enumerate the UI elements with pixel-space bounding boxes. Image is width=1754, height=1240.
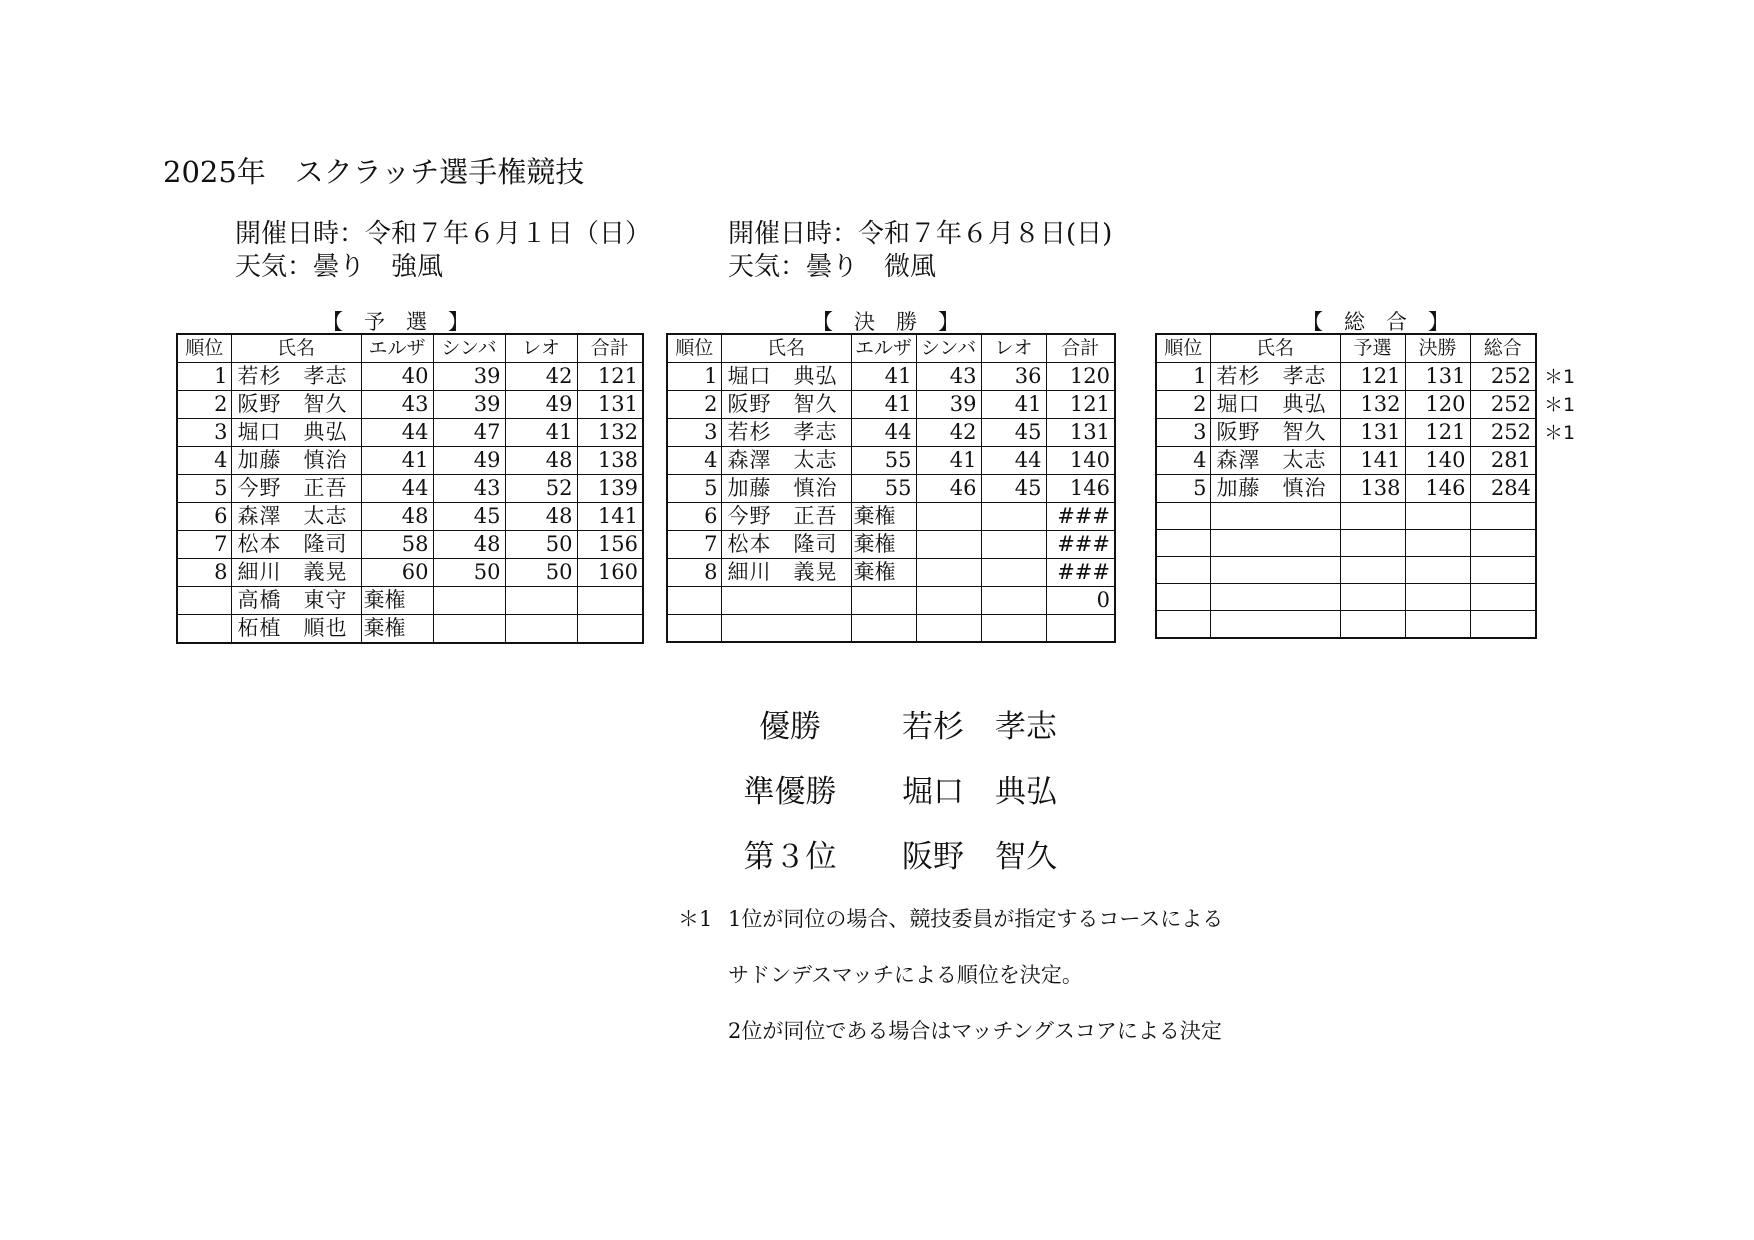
final-cell: 41	[916, 447, 981, 475]
overall-row	[1156, 530, 1536, 557]
overall-cell	[1405, 584, 1470, 611]
final-cell: 3	[667, 419, 721, 447]
final-cell: 4	[667, 447, 721, 475]
final-row	[667, 531, 1115, 559]
final-cell: 146	[1046, 475, 1115, 503]
footnote-line: 1位が同位の場合、競技委員が指定するコースによる	[728, 907, 1224, 931]
final-cell: 棄権	[851, 503, 916, 531]
overall-cell: 252	[1470, 419, 1536, 447]
final-cell: ###	[1046, 559, 1115, 587]
prelim-row	[177, 475, 643, 503]
final-row	[667, 615, 1115, 642]
overall-row	[1156, 419, 1536, 447]
overall-cell: 138	[1340, 475, 1405, 503]
final-cell	[916, 503, 981, 531]
prelim-cell: 48	[505, 503, 577, 531]
prelim-cell: 5	[177, 475, 231, 503]
overall-cell: 120	[1405, 391, 1470, 419]
overall-row	[1156, 503, 1536, 530]
prelim-cell: 棄権	[361, 587, 433, 615]
overall-cell	[1156, 611, 1210, 638]
prelim-table	[176, 333, 644, 644]
prelim-cell: 141	[577, 503, 643, 531]
final-cell	[916, 587, 981, 615]
prelim-cell: 堀口 典弘	[231, 419, 361, 447]
final-cell: 41	[981, 391, 1046, 419]
prelim-cell: 49	[505, 391, 577, 419]
final-cell: 6	[667, 503, 721, 531]
prelim-cell: 棄権	[361, 615, 433, 644]
final-cell	[916, 531, 981, 559]
prelim-cell: 131	[577, 391, 643, 419]
final-column-header: 氏名	[721, 334, 851, 363]
final-cell: 41	[851, 363, 916, 391]
final-cell: 42	[916, 419, 981, 447]
final-cell	[981, 531, 1046, 559]
overall-cell	[1340, 611, 1405, 638]
final-cell	[667, 587, 721, 615]
overall-row	[1156, 611, 1536, 638]
prelim-cell: 139	[577, 475, 643, 503]
overall-cell: 2	[1156, 391, 1210, 419]
prelim-cell: 42	[505, 363, 577, 391]
overall-cell	[1340, 584, 1405, 611]
overall-cell	[1470, 503, 1536, 530]
final-cell: 棄権	[851, 559, 916, 587]
event1-weather: 天気：曇り 強風	[235, 252, 444, 282]
prelim-cell: 50	[505, 531, 577, 559]
event1-date: 開催日時：令和７年６月１日（日）	[235, 219, 652, 249]
final-cell: 43	[916, 363, 981, 391]
event2-info	[728, 218, 1112, 284]
final-cell	[721, 587, 851, 615]
final-cell: 121	[1046, 391, 1115, 419]
final-cell: 0	[1046, 587, 1115, 615]
winner-name: 若杉 孝志	[902, 709, 1057, 745]
prelim-cell: 132	[577, 419, 643, 447]
final-cell	[981, 615, 1046, 642]
final-row	[667, 503, 1115, 531]
final-heading: 【 決 勝 】	[812, 310, 959, 334]
final-cell: ###	[1046, 503, 1115, 531]
winner-name: 堀口 典弘	[902, 774, 1057, 810]
prelim-cell: 138	[577, 447, 643, 475]
prelim-cell: 阪野 智久	[231, 391, 361, 419]
overall-cell: 131	[1340, 419, 1405, 447]
prelim-cell: 44	[361, 475, 433, 503]
prelim-row	[177, 587, 643, 615]
prelim-cell: 48	[433, 531, 505, 559]
prelim-cell: 1	[177, 363, 231, 391]
overall-cell: 252	[1470, 363, 1536, 391]
overall-row	[1156, 391, 1536, 419]
final-cell: 46	[916, 475, 981, 503]
prelim-cell: 121	[577, 363, 643, 391]
prelim-cell: 43	[361, 391, 433, 419]
final-cell	[916, 615, 981, 642]
final-cell: 若杉 孝志	[721, 419, 851, 447]
final-cell: 45	[981, 419, 1046, 447]
overall-cell	[1210, 557, 1340, 584]
prelim-cell: 160	[577, 559, 643, 587]
prelim-cell	[577, 587, 643, 615]
final-cell	[721, 615, 851, 642]
final-cell: ###	[1046, 531, 1115, 559]
final-column-header: シンバ	[916, 334, 981, 363]
overall-cell: 若杉 孝志	[1210, 363, 1340, 391]
overall-cell: 堀口 典弘	[1210, 391, 1340, 419]
prelim-row	[177, 419, 643, 447]
prelim-row	[177, 531, 643, 559]
overall-cell	[1210, 611, 1340, 638]
overall-cell	[1156, 584, 1210, 611]
final-row	[667, 475, 1115, 503]
overall-cell: 3	[1156, 419, 1210, 447]
prelim-cell: 50	[505, 559, 577, 587]
prelim-cell: 森澤 太志	[231, 503, 361, 531]
event1-info	[235, 218, 651, 284]
final-cell: 細川 義晃	[721, 559, 851, 587]
prelim-cell: 58	[361, 531, 433, 559]
prelim-cell	[433, 587, 505, 615]
final-cell: 131	[1046, 419, 1115, 447]
prelim-row	[177, 559, 643, 587]
prelim-cell: 48	[505, 447, 577, 475]
overall-cell: 4	[1156, 447, 1210, 475]
overall-cell	[1156, 503, 1210, 530]
prelim-column-header: 合計	[577, 334, 643, 363]
final-cell: 36	[981, 363, 1046, 391]
overall-cell: 132	[1340, 391, 1405, 419]
final-cell	[1046, 615, 1115, 642]
overall-row	[1156, 363, 1536, 391]
final-column-header: レオ	[981, 334, 1046, 363]
final-cell: 120	[1046, 363, 1115, 391]
overall-cell	[1405, 503, 1470, 530]
final-cell: 松本 隆司	[721, 531, 851, 559]
prelim-header-row	[177, 334, 643, 363]
overall-cell: 阪野 智久	[1210, 419, 1340, 447]
winner-title: 準優勝	[743, 774, 837, 810]
prelim-row	[177, 391, 643, 419]
prelim-cell	[505, 587, 577, 615]
final-row	[667, 559, 1115, 587]
overall-cell	[1340, 530, 1405, 557]
final-row	[667, 447, 1115, 475]
prelim-cell: 6	[177, 503, 231, 531]
prelim-cell: 45	[433, 503, 505, 531]
final-cell: 44	[981, 447, 1046, 475]
final-cell: 41	[851, 391, 916, 419]
final-cell	[981, 559, 1046, 587]
final-cell: 棄権	[851, 531, 916, 559]
prelim-cell: 4	[177, 447, 231, 475]
prelim-cell	[433, 615, 505, 644]
final-cell: 森澤 太志	[721, 447, 851, 475]
footnote-line: サドンデスマッチによる順位を決定。	[728, 963, 1083, 987]
final-cell: 140	[1046, 447, 1115, 475]
prelim-cell: 50	[433, 559, 505, 587]
prelim-column-header: 順位	[177, 334, 231, 363]
tie-note-mark: ＊1	[1544, 394, 1576, 416]
final-cell: 55	[851, 447, 916, 475]
footnote-line: 2位が同位である場合はマッチングスコアによる決定	[728, 1019, 1222, 1043]
final-table	[666, 333, 1116, 643]
prelim-row	[177, 615, 643, 644]
prelim-cell: 3	[177, 419, 231, 447]
prelim-cell: 7	[177, 531, 231, 559]
footnote-mark: ＊1	[678, 907, 713, 931]
overall-cell: 121	[1405, 419, 1470, 447]
prelim-heading: 【 予 選 】	[322, 310, 469, 334]
prelim-cell: 細川 義晃	[231, 559, 361, 587]
prelim-column-header: エルザ	[361, 334, 433, 363]
prelim-cell: 加藤 慎治	[231, 447, 361, 475]
overall-cell: 121	[1340, 363, 1405, 391]
overall-row	[1156, 475, 1536, 503]
prelim-column-header: レオ	[505, 334, 577, 363]
prelim-cell: 49	[433, 447, 505, 475]
overall-cell	[1405, 557, 1470, 584]
final-cell: 2	[667, 391, 721, 419]
final-cell: 5	[667, 475, 721, 503]
overall-cell: 5	[1156, 475, 1210, 503]
overall-cell: 1	[1156, 363, 1210, 391]
event2-weather: 天気：曇り 微風	[728, 252, 937, 282]
final-cell	[851, 615, 916, 642]
overall-cell: 131	[1405, 363, 1470, 391]
overall-cell	[1210, 584, 1340, 611]
winner-title: 優勝	[759, 709, 821, 745]
prelim-cell	[505, 615, 577, 644]
overall-cell	[1470, 530, 1536, 557]
overall-cell	[1470, 584, 1536, 611]
prelim-cell: 41	[361, 447, 433, 475]
overall-cell	[1405, 611, 1470, 638]
overall-row	[1156, 447, 1536, 475]
overall-cell	[1340, 557, 1405, 584]
prelim-cell: 若杉 孝志	[231, 363, 361, 391]
overall-column-header: 決勝	[1405, 334, 1470, 363]
winner-title: 第３位	[743, 839, 837, 875]
final-cell: 55	[851, 475, 916, 503]
final-row	[667, 363, 1115, 391]
final-cell	[981, 587, 1046, 615]
overall-cell	[1340, 503, 1405, 530]
overall-cell: 284	[1470, 475, 1536, 503]
prelim-row	[177, 503, 643, 531]
prelim-cell: 8	[177, 559, 231, 587]
final-cell: 1	[667, 363, 721, 391]
document-title: 2025年 スクラッチ選手権競技	[163, 155, 585, 189]
overall-table	[1155, 333, 1537, 639]
prelim-cell: 柘植 順也	[231, 615, 361, 644]
final-cell: 7	[667, 531, 721, 559]
final-column-header: 合計	[1046, 334, 1115, 363]
prelim-column-header: シンバ	[433, 334, 505, 363]
final-column-header: 順位	[667, 334, 721, 363]
overall-cell	[1405, 530, 1470, 557]
final-cell: 45	[981, 475, 1046, 503]
prelim-cell: 52	[505, 475, 577, 503]
prelim-cell	[577, 615, 643, 644]
final-cell	[667, 615, 721, 642]
final-cell	[981, 503, 1046, 531]
final-cell: 44	[851, 419, 916, 447]
final-row	[667, 391, 1115, 419]
event2-date: 開催日時：令和７年６月８日(日)	[728, 219, 1113, 249]
overall-notes	[1544, 363, 1575, 447]
final-cell: 39	[916, 391, 981, 419]
final-cell: 今野 正吾	[721, 503, 851, 531]
prelim-cell: 48	[361, 503, 433, 531]
overall-cell	[1470, 611, 1536, 638]
prelim-cell: 2	[177, 391, 231, 419]
overall-cell: 281	[1470, 447, 1536, 475]
final-cell	[851, 587, 916, 615]
overall-cell	[1156, 557, 1210, 584]
overall-row	[1156, 557, 1536, 584]
prelim-cell: 今野 正吾	[231, 475, 361, 503]
overall-cell	[1210, 503, 1340, 530]
overall-column-header: 総合	[1470, 334, 1536, 363]
prelim-cell: 高橋 東守	[231, 587, 361, 615]
prelim-cell	[177, 587, 231, 615]
tie-note-mark: ＊1	[1544, 422, 1576, 444]
final-cell: 加藤 慎治	[721, 475, 851, 503]
overall-cell: 加藤 慎治	[1210, 475, 1340, 503]
overall-row	[1156, 584, 1536, 611]
overall-cell: 140	[1405, 447, 1470, 475]
final-cell	[916, 559, 981, 587]
final-header-row	[667, 334, 1115, 363]
final-row	[667, 419, 1115, 447]
final-column-header: エルザ	[851, 334, 916, 363]
prelim-cell: 39	[433, 363, 505, 391]
prelim-cell: 松本 隆司	[231, 531, 361, 559]
prelim-row	[177, 363, 643, 391]
prelim-cell: 43	[433, 475, 505, 503]
final-row	[667, 587, 1115, 615]
overall-cell	[1156, 530, 1210, 557]
prelim-cell: 60	[361, 559, 433, 587]
overall-heading: 【 総 合 】	[1302, 310, 1449, 334]
prelim-cell: 39	[433, 391, 505, 419]
prelim-cell: 47	[433, 419, 505, 447]
prelim-column-header: 氏名	[231, 334, 361, 363]
overall-header-row	[1156, 334, 1536, 363]
overall-cell: 141	[1340, 447, 1405, 475]
prelim-cell: 40	[361, 363, 433, 391]
overall-cell: 森澤 太志	[1210, 447, 1340, 475]
overall-cell: 146	[1405, 475, 1470, 503]
prelim-cell: 156	[577, 531, 643, 559]
overall-cell	[1210, 530, 1340, 557]
overall-cell: 252	[1470, 391, 1536, 419]
final-cell: 堀口 典弘	[721, 363, 851, 391]
final-cell: 8	[667, 559, 721, 587]
prelim-cell: 44	[361, 419, 433, 447]
final-cell: 阪野 智久	[721, 391, 851, 419]
prelim-row	[177, 447, 643, 475]
overall-column-header: 順位	[1156, 334, 1210, 363]
overall-cell	[1470, 557, 1536, 584]
prelim-cell: 41	[505, 419, 577, 447]
tie-note-mark: ＊1	[1544, 366, 1576, 388]
prelim-cell	[177, 615, 231, 644]
overall-column-header: 氏名	[1210, 334, 1340, 363]
overall-column-header: 予選	[1340, 334, 1405, 363]
winner-name: 阪野 智久	[902, 839, 1057, 875]
